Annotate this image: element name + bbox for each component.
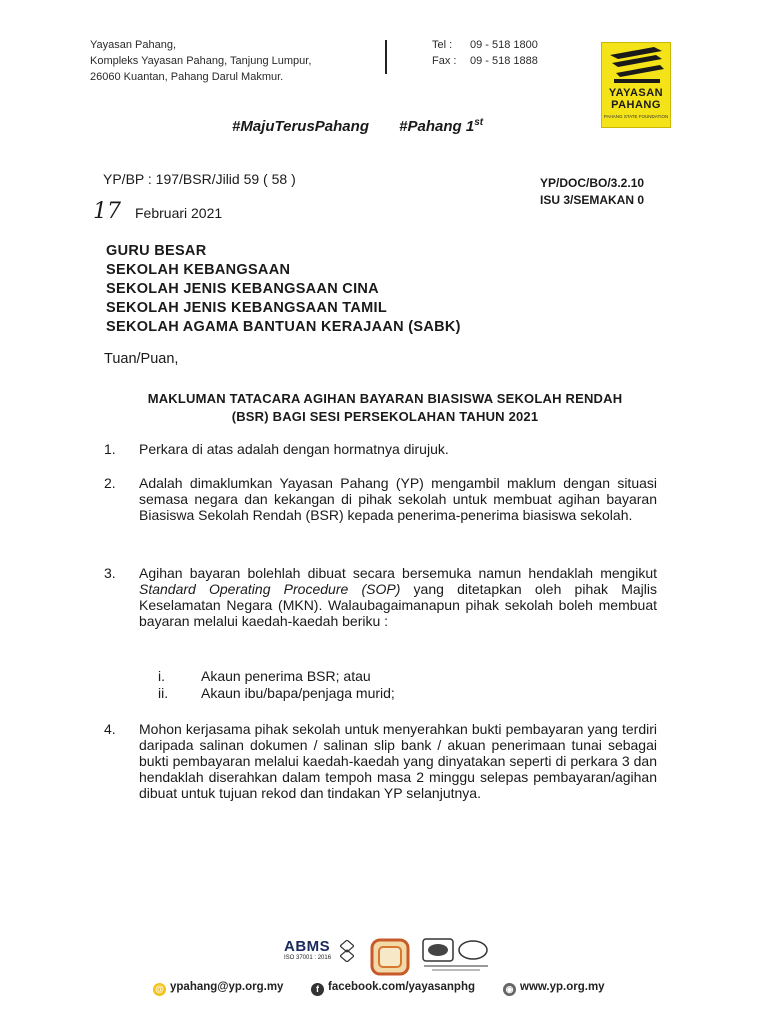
text-part: yang ditetapkan oleh pihak Majlis Keselamatan Negara (MKN). Walaubagaimanapun pihak sekolah boleh membuat bayaran melalui kaedah-kaedah beriku : — [139, 581, 657, 629]
doc-ref-line: YP/DOC/BO/3.2.10 — [540, 176, 645, 190]
paragraph-text — [139, 565, 657, 629]
letter-subject — [110, 390, 660, 426]
recipient-line: SEKOLAH KEBANGSAAN — [106, 262, 291, 278]
contact-block — [432, 37, 538, 69]
website-text: www.yp.org.my — [520, 981, 605, 993]
divider — [385, 40, 387, 74]
address-line: Kompleks Yayasan Pahang, Tanjung Lumpur, — [90, 55, 312, 67]
yayasan-pahang-logo — [601, 42, 671, 128]
logo-emblem-icon — [602, 43, 670, 87]
hashtag-text: #Pahang 1 — [399, 118, 475, 135]
tel-label: Tel : — [432, 39, 453, 51]
salutation: Tuan/Puan, — [104, 351, 179, 367]
address-line: 26060 Kuantan, Pahang Darul Makmur. — [90, 71, 284, 83]
abms-text: ABMS — [284, 938, 331, 955]
paragraph-2 — [104, 475, 657, 523]
sub-item-number: i. — [158, 668, 165, 684]
abms-certification-logo — [284, 938, 356, 974]
sub-item-2 — [158, 685, 395, 701]
subject-line: (BSR) BAGI SESI PERSEKOLAHAN TAHUN 2021 — [231, 409, 539, 424]
text-italic: Standard Operating Procedure (SOP) — [139, 581, 401, 597]
date-month-year: Februari 2021 — [135, 205, 223, 221]
paragraph-number: 1. — [104, 441, 116, 457]
email-text: ypahang@yp.org.my — [170, 981, 284, 993]
letter-date — [93, 199, 222, 224]
doc-ref-line: ISU 3/SEMAKAN 0 — [540, 193, 645, 207]
footer-facebook[interactable] — [311, 981, 475, 996]
facebook-icon: f — [311, 983, 324, 996]
paragraph-4 — [104, 721, 657, 801]
fax-label: Fax : — [432, 55, 457, 67]
sender-address — [90, 37, 311, 85]
hashtag-maju-terus-pahang: #MajuTerusPahang — [232, 118, 369, 135]
reference-number: YP/BP : 197/BSR/Jilid 59 ( 58 ) — [103, 171, 296, 187]
logo-text-yayasan: YAYASAN — [608, 87, 664, 99]
globe-icon: ◉ — [503, 983, 516, 996]
paragraph-3 — [104, 565, 657, 629]
logo-text-foundation: PAHANG STATE FOUNDATION — [603, 114, 669, 119]
text-part: Agihan bayaran bolehlah dibuat secara bersemuka namun hendaklah mengikut — [139, 565, 657, 581]
recipient-line: SEKOLAH JENIS KEBANGSAAN CINA — [106, 281, 379, 297]
hashtag-pahang-1st — [399, 118, 483, 135]
certification-mark-icon — [340, 940, 354, 962]
paragraph-1 — [104, 441, 657, 457]
recipient-line: SEKOLAH JENIS KEBANGSAAN TAMIL — [106, 300, 388, 316]
iso-certification-icon — [422, 938, 490, 974]
footer-email[interactable] — [153, 981, 283, 996]
hashtags — [232, 117, 483, 135]
paragraph-number: 3. — [104, 565, 116, 581]
footer-website[interactable] — [503, 981, 605, 996]
certification-badge-icon — [370, 938, 410, 976]
sub-item-number: ii. — [158, 685, 169, 701]
recipient-line: SEKOLAH AGAMA BANTUAN KERAJAAN (SABK) — [106, 319, 461, 335]
paragraph-number: 2. — [104, 475, 116, 491]
abms-sub-text: ISO 37001 : 2016 — [284, 955, 332, 961]
address-line: Yayasan Pahang, — [90, 39, 177, 51]
recipient-line: GURU BESAR — [106, 243, 207, 259]
document-reference — [540, 175, 644, 209]
paragraph-text: Adalah dimaklumkan Yayasan Pahang (YP) mengambil maklum dengan situasi semasa negara dan kekangan di pihak sekolah untuk membuat agihan bayaran Biasiswa Sekolah Rendah (BSR) kepada penerima-penerima biasiswa sekolah. — [139, 475, 657, 523]
paragraph-number: 4. — [104, 721, 116, 737]
email-icon: @ — [153, 983, 166, 996]
facebook-text: facebook.com/yayasanphg — [328, 981, 475, 993]
tel-value: 09 - 518 1800 — [470, 39, 538, 51]
subject-line: MAKLUMAN TATACARA AGIHAN BAYARAN BIASISWA SEKOLAH RENDAH — [147, 391, 623, 406]
hashtag-superscript: st — [474, 117, 484, 128]
sub-item-1 — [158, 668, 371, 684]
logo-text-pahang: PAHANG — [611, 99, 661, 111]
recipient-block — [106, 242, 461, 337]
sub-item-text: Akaun penerima BSR; atau — [201, 668, 371, 684]
date-day-handwritten: 17 — [93, 199, 121, 224]
sub-item-text: Akaun ibu/bapa/penjaga murid; — [201, 685, 395, 701]
fax-value: 09 - 518 1888 — [470, 55, 538, 67]
paragraph-text: Perkara di atas adalah dengan hormatnya dirujuk. — [139, 441, 449, 457]
paragraph-text: Mohon kerjasama pihak sekolah untuk menyerahkan bukti pembayaran yang terdiri daripada salinan dokumen / salinan slip bank / akuan penerimaan tunai sebagai bukti pembayaran melalui kaedah-kaedah yang dinyatakan seperti di perkara 3 dan hendaklah diserahkan dalam tempoh masa 2 minggu selepas pembayaran/agihan dibuat untuk tujuan rekod dan tindakan YP selanjutnya. — [139, 721, 657, 801]
